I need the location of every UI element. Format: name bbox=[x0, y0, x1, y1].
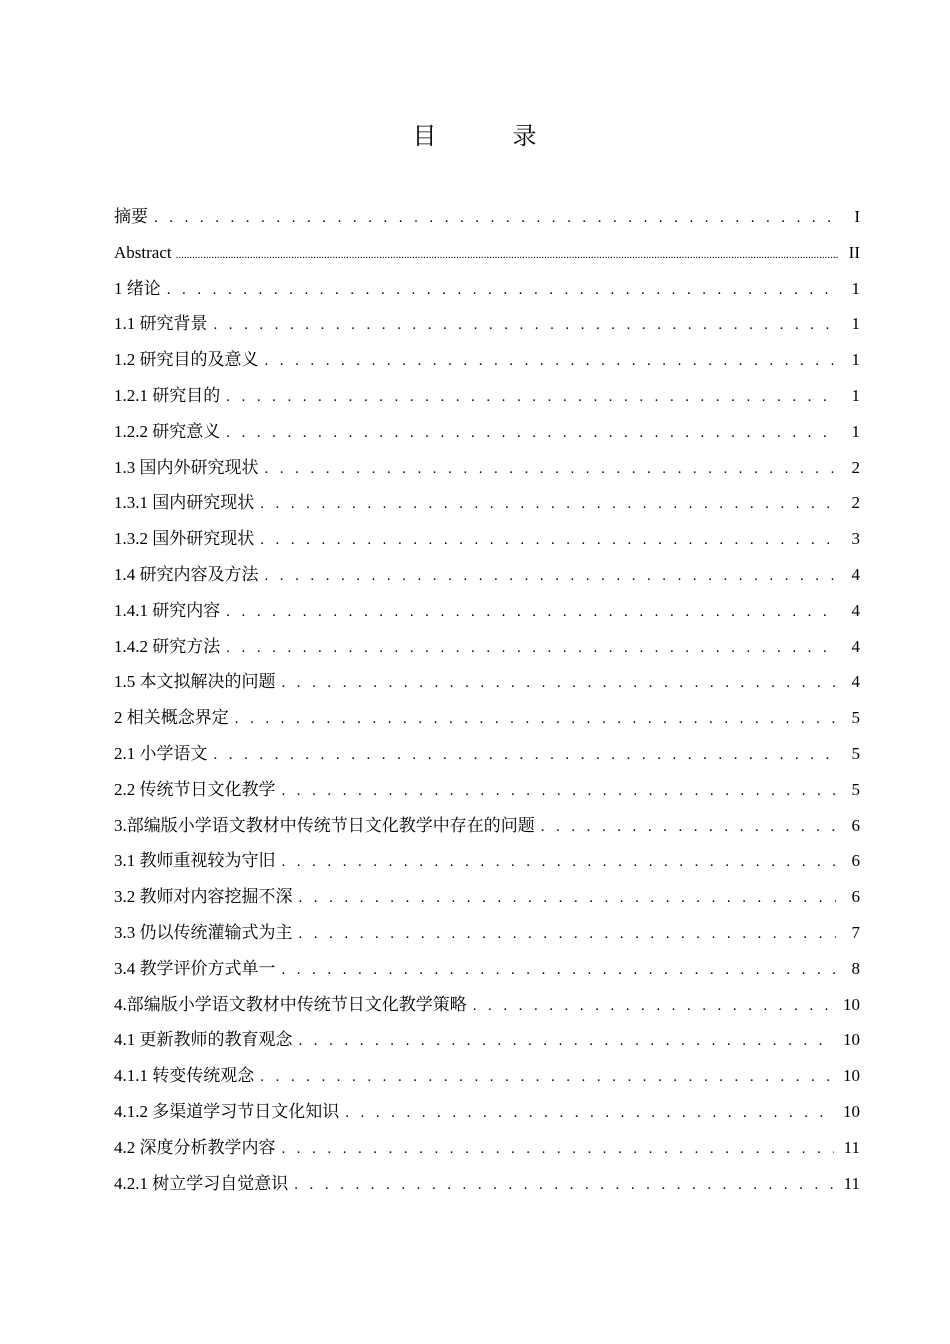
toc-entry-label: Abstract bbox=[114, 242, 172, 262]
toc-entry-page: I bbox=[854, 207, 860, 226]
toc-entry-page: 4 bbox=[851, 600, 860, 620]
toc-leader-dots bbox=[176, 238, 838, 274]
toc-entry-page: 4 bbox=[851, 672, 860, 692]
toc-entry-page: 5 bbox=[851, 743, 860, 763]
toc-entry-page: 4 bbox=[851, 564, 860, 584]
toc-entry-page: 10 bbox=[843, 1101, 860, 1121]
toc-entry-label: 4.1 更新教师的教育观念 bbox=[114, 1030, 293, 1050]
toc-entry[interactable] bbox=[114, 450, 860, 486]
toc-leader-dots bbox=[282, 774, 837, 810]
toc-entry-page: II bbox=[848, 242, 860, 262]
toc-entry-page: 5 bbox=[851, 708, 860, 728]
toc-entry[interactable] bbox=[114, 664, 860, 700]
toc-leader-dots bbox=[282, 845, 837, 881]
toc-entry-label: 2 相关概念界定 bbox=[114, 708, 229, 728]
toc-entry-page: 1 bbox=[851, 314, 860, 334]
toc-leader-dots bbox=[226, 380, 836, 416]
toc-leader-dots bbox=[282, 666, 837, 702]
toc-entry-label: 1.4.2 研究方法 bbox=[114, 636, 221, 656]
toc-entry-label: 1.2 研究目的及意义 bbox=[114, 350, 259, 370]
toc-entry[interactable] bbox=[114, 808, 860, 844]
toc-entry-page: 1 bbox=[851, 421, 860, 441]
toc-leader-dots bbox=[265, 452, 837, 488]
toc-leader-dots bbox=[235, 702, 836, 738]
toc-entry-label: 1 绪论 bbox=[114, 278, 161, 298]
toc-entry[interactable] bbox=[114, 235, 860, 271]
toc-entry[interactable] bbox=[114, 772, 860, 808]
toc-entry-label: 2.2 传统节日文化教学 bbox=[114, 779, 276, 799]
toc-entry[interactable] bbox=[114, 306, 860, 342]
toc-leader-dots bbox=[299, 881, 837, 917]
toc-entry[interactable] bbox=[114, 951, 860, 987]
toc-leader-dots bbox=[299, 1024, 834, 1060]
toc-entry-label: 3.4 教学评价方式单一 bbox=[114, 958, 276, 978]
toc-entry[interactable] bbox=[114, 700, 860, 736]
toc-entry-page: 6 bbox=[851, 887, 860, 907]
toc-entry-label: 3.部编版小学语文教材中传统节日文化教学中存在的问题 bbox=[114, 815, 535, 835]
toc-entry-page: 1 bbox=[851, 278, 860, 298]
toc-leader-dots bbox=[265, 559, 837, 595]
toc-entry-page: 1 bbox=[851, 385, 860, 405]
toc-entry-page: 3 bbox=[851, 529, 860, 549]
toc-entry[interactable] bbox=[114, 414, 860, 450]
toc-leader-dots bbox=[345, 1096, 833, 1132]
toc-leader-dots bbox=[226, 595, 836, 631]
toc-entry-label: 4.2.1 树立学习自觉意识 bbox=[114, 1173, 289, 1193]
toc-entry[interactable] bbox=[114, 342, 860, 378]
toc-leader-dots bbox=[260, 487, 836, 523]
toc-entry[interactable] bbox=[114, 915, 860, 951]
toc-entry-page: 7 bbox=[851, 922, 860, 942]
toc-entry[interactable] bbox=[114, 1058, 860, 1094]
toc-entry-page: 10 bbox=[843, 1066, 860, 1086]
toc-entry-label: 3.1 教师重视较为守旧 bbox=[114, 851, 276, 871]
toc-entry-label: 1.4.1 研究内容 bbox=[114, 600, 221, 620]
toc-entry[interactable] bbox=[114, 879, 860, 915]
toc-leader-dots bbox=[260, 1060, 833, 1096]
toc-leader-dots bbox=[226, 416, 836, 452]
toc-entry[interactable] bbox=[114, 987, 860, 1023]
toc-entry-page: 4 bbox=[851, 636, 860, 656]
toc-leader-dots bbox=[214, 308, 837, 344]
toc-entry-page: 10 bbox=[843, 994, 860, 1014]
toc-list bbox=[114, 199, 860, 1201]
toc-entry-page: 10 bbox=[843, 1030, 860, 1050]
toc-entry[interactable] bbox=[114, 199, 860, 235]
toc-entry-label: 1.1 研究背景 bbox=[114, 314, 208, 334]
toc-entry-label: 3.2 教师对内容挖掘不深 bbox=[114, 887, 293, 907]
toc-entry-label: 4.2 深度分析教学内容 bbox=[114, 1137, 276, 1157]
toc-entry-label: 1.3 国内外研究现状 bbox=[114, 457, 259, 477]
toc-entry[interactable] bbox=[114, 485, 860, 521]
toc-leader-dots bbox=[214, 738, 837, 774]
toc-entry-page: 2 bbox=[851, 493, 860, 513]
toc-entry-label: 1.2.2 研究意义 bbox=[114, 421, 221, 441]
toc-entry-page: 5 bbox=[851, 779, 860, 799]
toc-leader-dots bbox=[299, 917, 837, 953]
toc-entry-page: 6 bbox=[851, 815, 860, 835]
toc-entry-label: 1.3.1 国内研究现状 bbox=[114, 493, 255, 513]
toc-entry[interactable] bbox=[114, 521, 860, 557]
toc-entry[interactable] bbox=[114, 378, 860, 414]
toc-entry[interactable] bbox=[114, 629, 860, 665]
toc-entry-label: 1.5 本文拟解决的问题 bbox=[114, 672, 276, 692]
toc-leader-dots bbox=[282, 1132, 834, 1168]
toc-leader-dots bbox=[154, 201, 836, 237]
toc-entry-page: 8 bbox=[851, 958, 860, 978]
toc-entry[interactable] bbox=[114, 843, 860, 879]
toc-leader-dots bbox=[167, 273, 836, 309]
toc-entry[interactable] bbox=[114, 1130, 860, 1166]
toc-entry-page: 1 bbox=[851, 350, 860, 370]
toc-entry[interactable] bbox=[114, 557, 860, 593]
toc-entry-label: 4.部编版小学语文教材中传统节日文化教学策略 bbox=[114, 994, 467, 1014]
toc-entry-label: 4.1.2 多渠道学习节日文化知识 bbox=[114, 1101, 340, 1121]
toc-entry-label: 1.3.2 国外研究现状 bbox=[114, 529, 255, 549]
toc-leader-dots bbox=[282, 953, 837, 989]
toc-leader-dots bbox=[541, 810, 836, 846]
toc-entry[interactable] bbox=[114, 593, 860, 629]
toc-entry-page: 6 bbox=[851, 851, 860, 871]
toc-entry[interactable] bbox=[114, 736, 860, 772]
toc-entry[interactable] bbox=[114, 1166, 860, 1202]
toc-entry[interactable] bbox=[114, 1094, 860, 1130]
toc-entry[interactable] bbox=[114, 1022, 860, 1058]
toc-entry[interactable] bbox=[114, 271, 860, 307]
toc-entry-page: 11 bbox=[843, 1137, 860, 1157]
toc-leader-dots bbox=[294, 1168, 833, 1204]
toc-leader-dots bbox=[473, 989, 833, 1025]
toc-entry-label: 1.4 研究内容及方法 bbox=[114, 564, 259, 584]
toc-entry-label: 1.2.1 研究目的 bbox=[114, 385, 221, 405]
toc-entry-label: 4.1.1 转变传统观念 bbox=[114, 1066, 255, 1086]
toc-entry-page: 2 bbox=[851, 457, 860, 477]
toc-leader-dots bbox=[260, 523, 836, 559]
toc-leader-dots bbox=[226, 631, 836, 667]
toc-entry-label: 3.3 仍以传统灌输式为主 bbox=[114, 922, 293, 942]
toc-entry-label: 2.1 小学语文 bbox=[114, 743, 208, 763]
toc-title: 目 录 bbox=[412, 124, 563, 150]
toc-entry-page: 11 bbox=[843, 1173, 860, 1193]
toc-leader-dots bbox=[265, 344, 837, 380]
toc-entry-label: 摘要 bbox=[114, 207, 148, 226]
